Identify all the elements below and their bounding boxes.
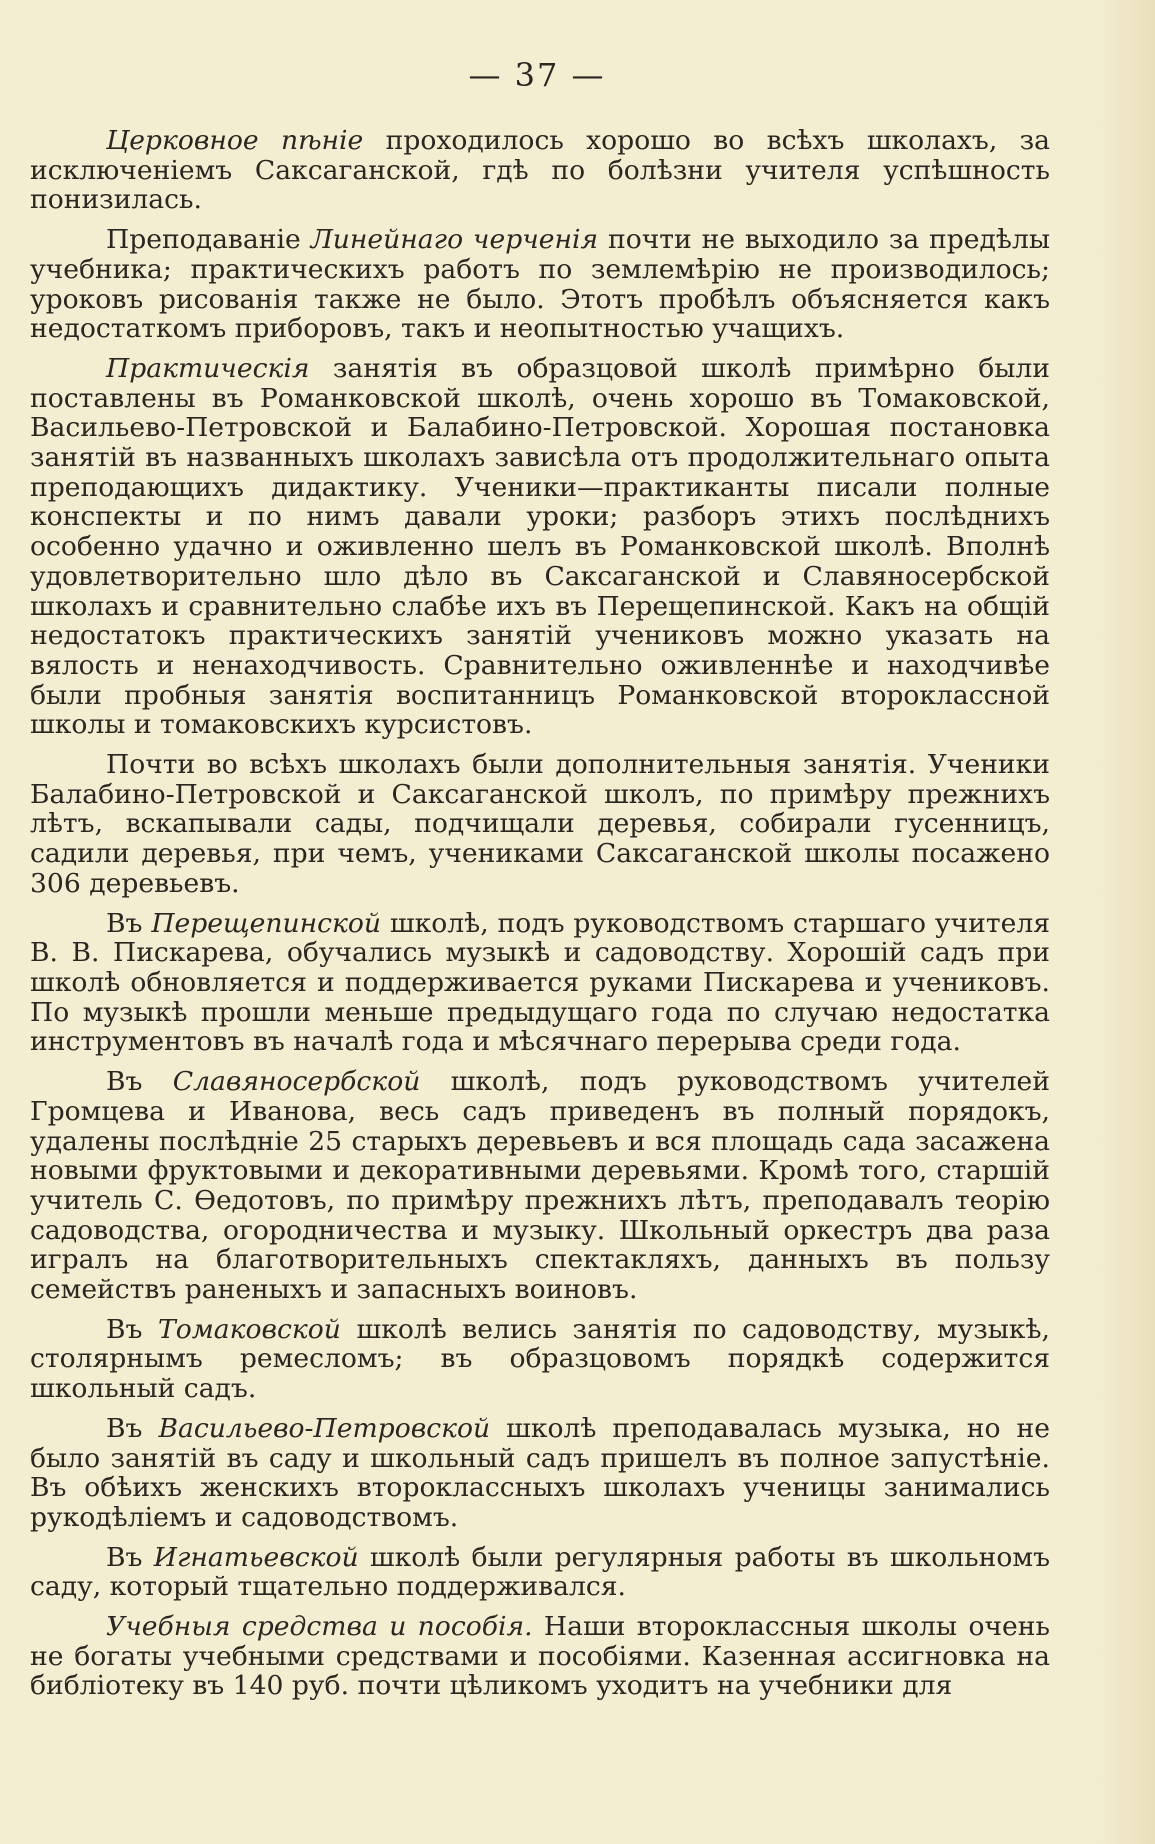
paragraph-topic: Славяносербской (172, 1066, 421, 1098)
paragraph-ignatyevskaya (30, 1543, 1050, 1602)
paragraph-topic: Практическія (106, 352, 310, 384)
paragraph-lead: Въ (106, 1541, 154, 1573)
paragraph-lead: Въ (106, 1412, 159, 1444)
paragraph-linear-drawing (30, 225, 1050, 344)
paragraph-topic: Линейнаго черченія (310, 224, 599, 256)
paragraph-text: занятія въ образцовой школѣ примѣрно были поставлены въ Романковской школѣ, очень хорошо въ Томаковской, Васильево-Петровской и Балабино-Петровской. Хорошая постановка занятій въ названныхъ школахъ зависѣла отъ продолжительнаго опыта преподающихъ дидактику. Ученики—практиканты писали полные конспекты и по нимъ давали уроки; разборъ этихъ послѣднихъ особенно удачно и оживленно шелъ въ Романковской школѣ. Вполнѣ удовлетворительно шло дѣло въ Саксаганской и Славяносербской школахъ и сравнительно слабѣе ихъ въ Перещепинской. Какъ на общій недостатокъ практическихъ занятій учениковъ можно указать на вялость и ненаходчивость. Сравнительно оживленнѣе и находчивѣе были пробныя занятія воспитанницъ Романковской второклассной школы и томаковскихъ курсистовъ. (30, 352, 1050, 741)
paragraph-tomakovskaya (30, 1315, 1050, 1404)
paragraph-topic: Игнатьевской (153, 1541, 359, 1573)
paragraph-text: школѣ, подъ руководствомъ учителей Громцева и Иванова, весь садъ приведенъ въ полный порядокъ, удалены послѣдніе 25 старыхъ деревьевъ и вся площадь сада засажена новыми фруктовыми и декоративными деревьями. Кромѣ того, старшій учитель С. Ѳедотовъ, по примѣру прежнихъ лѣтъ, преподавалъ теорію садоводства, огородничества и музыку. Школьный оркестръ два раза игралъ на благотворительныхъ спектакляхъ, данныхъ въ пользу семействъ раненыхъ и запасныхъ воиновъ. (30, 1066, 1050, 1306)
page-number: — 37 — (468, 56, 606, 94)
body-text (30, 126, 1050, 1711)
paragraph-topic: Учебныя средства и пособія. (106, 1611, 533, 1643)
paragraph-topic: Томаковской (158, 1313, 341, 1345)
paragraph-text: школѣ, подъ руководствомъ старшаго учителя В. В. Пискарева, обучались музыкѣ и садоводству. Хорошій садъ при школѣ обновляется и поддерживается руками Пискарева и учениковъ. По музыкѣ прошли меньше предыдущаго года по случаю недостатка инструментовъ въ началѣ года и мѣсячнаго перерыва среди года. (30, 907, 1050, 1058)
paragraph-text: Наши второклассныя школы очень не богаты учебными средствами и пособіями. Казенная ассигновка на библіотеку въ 140 руб. почти цѣликомъ уходитъ на учебники для (30, 1611, 1050, 1702)
paragraph-slavyanoserbskaya (30, 1067, 1050, 1305)
paragraph-teaching-aids (30, 1612, 1050, 1701)
paragraph-text: школѣ были регулярныя работы въ школьномъ саду, который тщательно поддерживался. (30, 1541, 1050, 1603)
paragraph-lead: Въ (106, 1066, 173, 1098)
paper-edge-shading (1095, 0, 1155, 1844)
paragraph-pereshchepinskaya (30, 909, 1050, 1058)
paragraph-lead: Въ (106, 1313, 158, 1345)
paragraph-text: почти не выходило за предѣлы учебника; практическихъ работъ по землемѣрію не производилось; уроковъ рисованія также не было. Этотъ пробѣлъ объясняется какъ недостаткомъ приборовъ, такъ и неопытностью учащихъ. (30, 224, 1051, 345)
paragraph-topic: Церковное пѣніе (106, 125, 364, 156)
paragraph-text: школѣ преподавалась музыка, но не было занятій въ саду и школьный садъ пришелъ въ полное запустѣніе. Въ обѣихъ женскихъ второклассныхъ школахъ ученицы занимались рукодѣліемъ и садоводствомъ. (30, 1412, 1050, 1533)
paragraph-vasilyevo-petrovskaya (30, 1414, 1050, 1533)
paragraph-lead: Почти во всѣхъ школахъ были дополнительныя занятія. Ученики Балабино-Петровской и Саксаганской школъ, по примѣру прежнихъ лѣтъ, вскапывали сады, подчищали деревья, собирали гусенницъ, садили деревья, при чемъ, учениками Саксаганской школы посажено 306 деревьевъ. (30, 749, 1050, 899)
document-page (22, 0, 1052, 1844)
paragraph-additional-lessons (30, 750, 1050, 899)
paragraph-practical-lessons (30, 354, 1050, 740)
paragraph-lead: Преподаваніе (106, 224, 311, 256)
paragraph-topic: Васильево-Петровской (158, 1412, 491, 1444)
paragraph-topic: Перещепинской (151, 907, 382, 939)
paragraph-lead: Въ (106, 907, 152, 939)
paragraph-text: проходилось хорошо во всѣхъ школахъ, за исключеніемъ Саксаганской, гдѣ по болѣзни учителя успѣшность понизилась. (30, 125, 1051, 216)
paragraph-church-singing (30, 126, 1050, 215)
paragraph-text: школѣ велись занятія по садоводству, музыкѣ, столярнымъ ремесломъ; въ образцовомъ порядкѣ содержится школьный садъ. (30, 1313, 1050, 1405)
